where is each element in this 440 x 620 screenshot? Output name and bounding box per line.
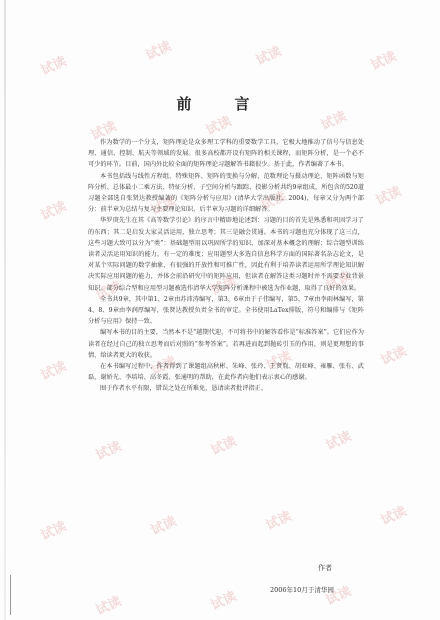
watermark-text: 试读 bbox=[253, 44, 284, 69]
watermark-text: 试读 bbox=[208, 274, 239, 299]
preface-body bbox=[88, 137, 364, 395]
watermark-text: 试读 bbox=[378, 504, 409, 529]
page-title: 前 言 bbox=[176, 95, 264, 113]
watermark-text: 试读 bbox=[38, 199, 69, 224]
watermark-text: 试读 bbox=[263, 349, 294, 374]
paragraph: 编写本书的目的主要，当然本不是“越期代迎，不可将书中的解答看作是“标准答案”。它们应作为读者在经过自己的独立思考而后对照的“参考答案”。若再进而起到抛砖引玉的作用，则是更理想的事情，给读者更大的收获。 bbox=[88, 329, 364, 359]
watermark-text: 试读 bbox=[368, 49, 399, 74]
watermark-text: 试读 bbox=[378, 344, 409, 369]
watermark-text: 试读 bbox=[143, 39, 174, 64]
watermark-text: 试读 bbox=[93, 279, 124, 304]
watermark-text: 试读 bbox=[148, 514, 179, 539]
watermark-text: 试读 bbox=[93, 594, 124, 619]
watermark-text: 试读 bbox=[208, 589, 239, 614]
watermark-text: 试读 bbox=[318, 109, 349, 134]
watermark-text: 试读 bbox=[88, 119, 119, 144]
signature-date: 2006年10月于清华园 bbox=[270, 586, 334, 594]
watermark-text: 试读 bbox=[38, 54, 69, 79]
watermark-text: 试读 bbox=[203, 114, 234, 139]
watermark-text: 试读 bbox=[148, 354, 179, 379]
watermark-text: 试读 bbox=[38, 519, 69, 544]
watermark-text: 试读 bbox=[263, 509, 294, 534]
paragraph: 本书包括线与线性方程组、特殊矩阵、矩阵的变换与分解、范数理论与摄动理论、矩阵函数与矩阵分析、总体最小二乘方法、特征分析、子空间分析与跟踪、投影分析共约9章组成，所包含的520道习题全部选自张贤达教授编著的《矩阵分析与应用》(清华大学出版社，2004)，每章又分为两个部分：前半章为总结与复习主要理论知识，后半章为习题的详细解答。 bbox=[88, 172, 364, 214]
watermark-text: 试读 bbox=[38, 359, 69, 384]
paragraph: 囿于作者水平有限，错误之处在所难免，恳请读者批评指正。 bbox=[100, 385, 268, 393]
watermark-text: 试读 bbox=[323, 429, 354, 454]
watermark-text: 试读 bbox=[148, 194, 179, 219]
paragraph: 华罗庚先生在其《高等数学引论》的序言中精辟地论述到：习题的目的首先是熟悉和巩固学习了的东西；其二是启发大家灵活运用，独立思考；其三是融会贯通。本书的习题也充分体现了这三点，这些习题大致可以分为“类”：基础题型用以巩固所学的知识，加深对基本概念的理解；综合题型训练读者灵活运用知识的能力，有一定的难度；应用题型大多选自信息科学方面的国际著名杂志论文，是对某个实际问题的数学抽象，有很强的开放性和可推广性，因此有利于培养读者运用所学理论知识解决实际应用问题的能力，并体会前沿研究中的矩阵应用，但读者在解答这类习题时并不需要专业背景知识。部分综合型和应用型习题被选作清华大学矩阵分析课程中被选为作业题，取得了良好的效果。 bbox=[88, 217, 364, 292]
watermark-text: 试读 bbox=[208, 434, 239, 459]
watermark-text: 试读 bbox=[258, 189, 289, 214]
watermark-text: 试读 bbox=[373, 184, 404, 209]
watermark-text: 试读 bbox=[323, 584, 354, 609]
author-signature: 作者 bbox=[318, 564, 332, 572]
paragraph: 作为数学的一个分支，矩阵理论是众多理工学科的重要数学工具，它极大地推动了信号与信息处理、通信、控制、航天等领域的发展。很多高校都开设有矩阵的相关课程，而矩阵分析，是一个必不可少的环节。目前，国内外比较全面的矩阵理论习题解答书籍很少。基于此，作者编著了本书。 bbox=[88, 139, 364, 169]
watermark-text: 试读 bbox=[93, 439, 124, 464]
paragraph: 全书共9章，其中第1、2章由苏沛涛编写，第3、6章由于子伟编写，第5、7章由李雨林编写，第4、8、9章由李润厚编写，张贤达教授负责全书的审定。全书使用LaTex排版，符号和编排与《矩阵分析与应用》保持一致。 bbox=[88, 295, 364, 326]
paragraph: 在本书编写过程中，作者得到了课题组高秋彬、朱峰、张玲、王贤胤、胡亚峰、雍雁、张有、武磊、谢娇光、李培培、高冬霞、张通明的帮助，在此作者向他们表示衷心的感谢。 bbox=[88, 363, 364, 382]
page-scan-edge-bottom bbox=[10, 575, 11, 615]
watermark-text: 试读 bbox=[323, 269, 354, 294]
